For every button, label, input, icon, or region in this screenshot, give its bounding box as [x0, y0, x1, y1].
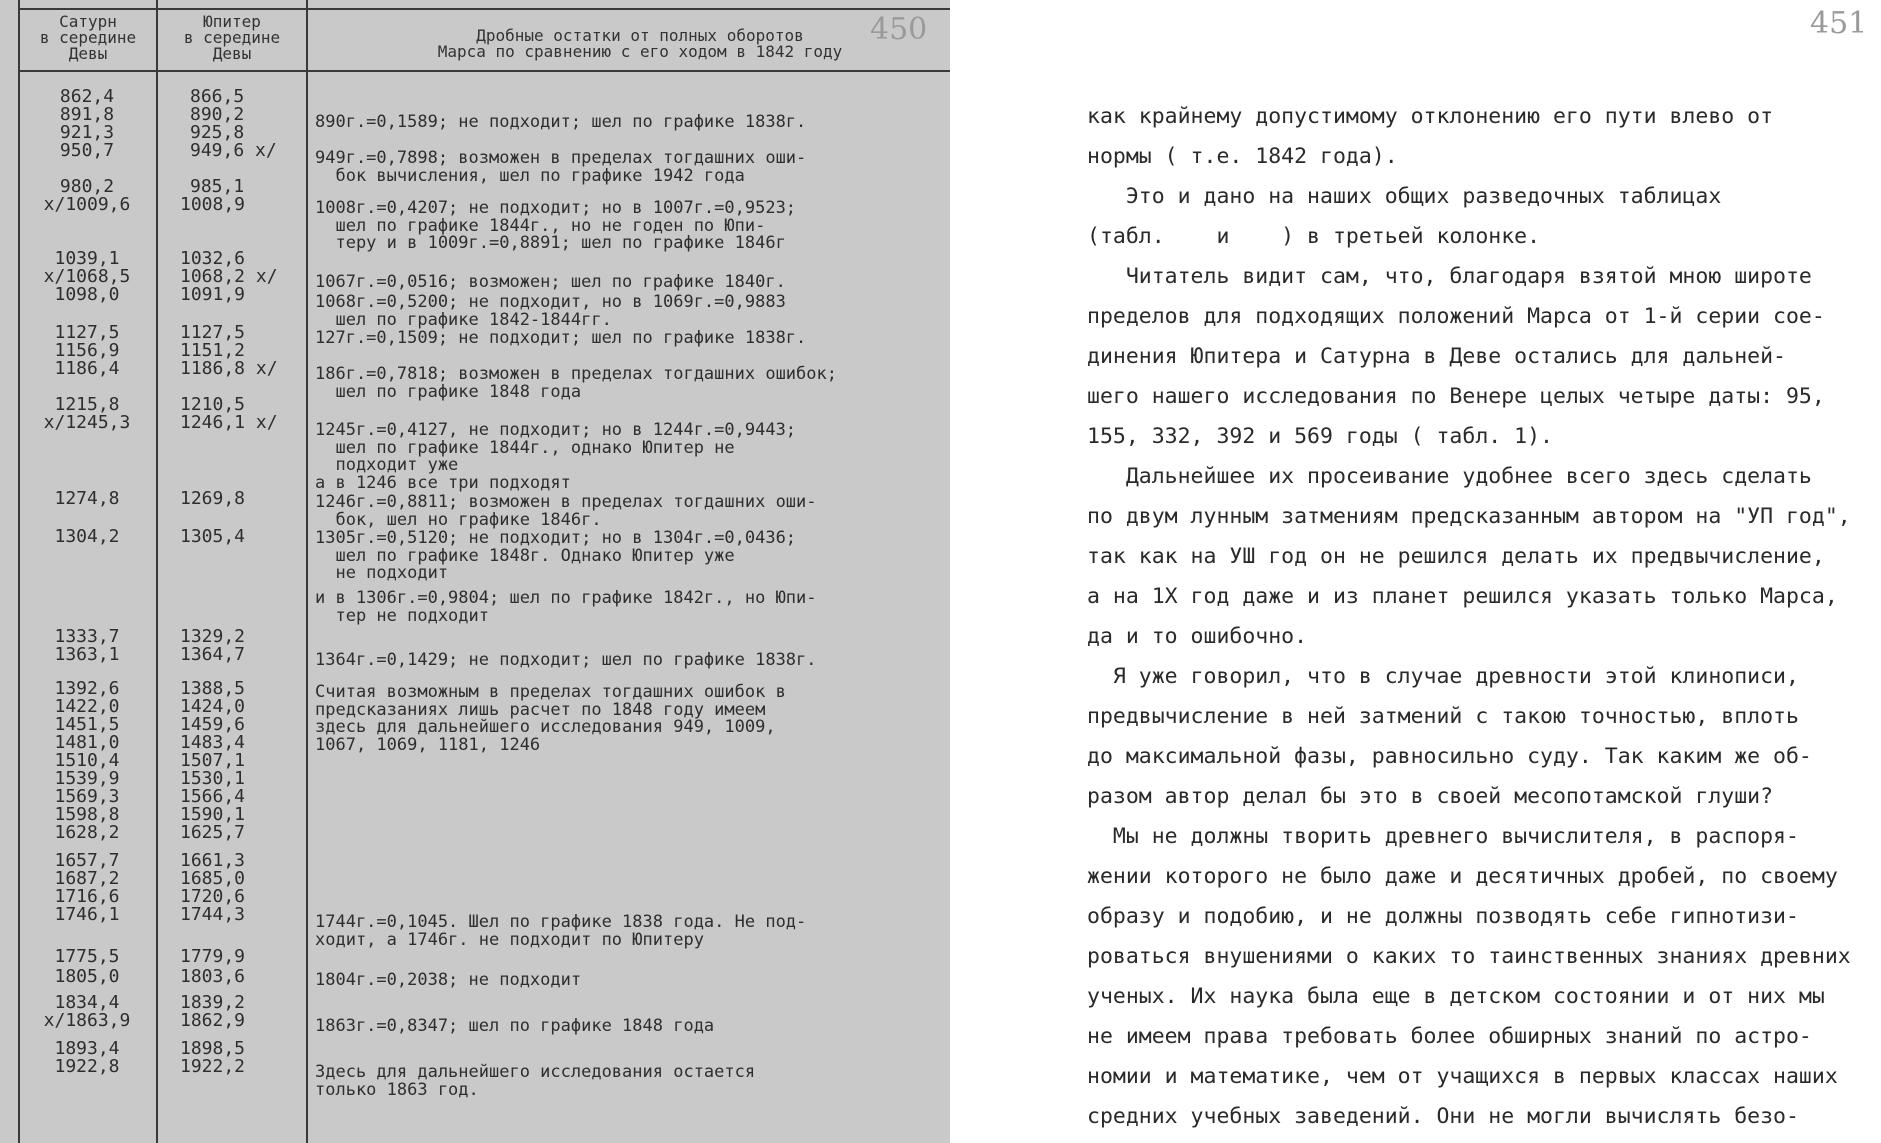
- jupiter-cell: 1744,3: [180, 904, 246, 925]
- saturn-cell: 1805,0: [54, 966, 120, 987]
- saturn-cell: 1304,2: [54, 526, 120, 547]
- mars-note: 1067г.=0,0516; возможен; шел по графике 1840г.: [315, 272, 786, 292]
- mars-note: 1008г.=0,4207; не подходит; но в 1007г.=0,9523; шел по графике 1844г., но не годен по Юпи- теру и в 1009г.=0,8891; шел по графике 1846г: [315, 198, 797, 253]
- jupiter-cell: 1364,7: [180, 644, 246, 665]
- saturn-cell: 1922,8: [54, 1056, 120, 1077]
- jupiter-cell: 1091,9: [180, 284, 246, 305]
- jupiter-cell: 1388,5: [180, 678, 246, 699]
- saturn-cell: 1775,5: [54, 946, 120, 967]
- saturn-cell: 1481,0: [54, 732, 120, 753]
- jupiter-cell: 1127,5: [180, 322, 246, 343]
- jupiter-cell: 1530,1: [180, 768, 246, 789]
- text-line: как крайнему допустимому отклонению его пути влево от: [1087, 104, 1774, 129]
- header-rule: [18, 70, 950, 72]
- column-divider-1: [156, 0, 158, 1143]
- saturn-cell: 1274,8: [54, 488, 120, 509]
- saturn-cell: 980,2: [59, 176, 115, 197]
- saturn-cell: 1039,1: [54, 248, 120, 269]
- saturn-cell: 1687,2: [54, 868, 120, 889]
- jupiter-cell: 1151,2: [180, 340, 246, 361]
- saturn-cell: 1422,0: [54, 696, 120, 717]
- saturn-cell: 950,7: [59, 140, 115, 161]
- text-line: Дальнейшее их просеивание удобнее всего здесь сделать: [1087, 464, 1812, 489]
- saturn-cell: 1510,4: [54, 750, 120, 771]
- jupiter-cell: 1590,1: [180, 804, 246, 825]
- saturn-cell: 1098,0: [54, 284, 120, 305]
- mars-note: 1863г.=0,8347; шел по графике 1848 года: [315, 1016, 715, 1036]
- text-line: так как на УШ год он не решился делать их предвычисление,: [1087, 544, 1825, 569]
- saturn-cell: 1746,1: [54, 904, 120, 925]
- table-top-rule: [18, 8, 950, 10]
- jupiter-cell: 1210,5: [180, 394, 246, 415]
- mars-note: 1804г.=0,2038; не подходит: [315, 970, 582, 990]
- jupiter-cell: 1779,9: [180, 946, 246, 967]
- header-jupiter: Юпитер в середине Девы: [183, 12, 281, 63]
- jupiter-cell: 1625,7: [180, 822, 246, 843]
- text-line: не имеем права требовать более обширных знаний по астро-: [1087, 1024, 1812, 1049]
- saturn-cell: 1392,6: [54, 678, 120, 699]
- saturn-cell: 1451,5: [54, 714, 120, 735]
- jupiter-cell: 1329,2: [180, 626, 246, 647]
- saturn-cell: x/1245,3: [43, 412, 131, 433]
- jupiter-cell: 1008,9: [180, 194, 246, 215]
- text-line: по двум лунным затмениям предсказанным автором на "УП год",: [1087, 504, 1851, 529]
- saturn-cell: 862,4: [59, 86, 115, 107]
- text-line: 155, 332, 392 и 569 годы ( табл. 1).: [1087, 424, 1553, 449]
- text-line: да и то ошибочно.: [1087, 624, 1308, 649]
- mars-note: 1744г.=0,1045. Шел по графике 1838 года. Не под- ходит, а 1746г. не подходит по Юпитеру: [315, 912, 807, 950]
- saturn-cell: 1333,7: [54, 626, 120, 647]
- text-line: пределов для подходящих положений Марса от 1-й серии сое-: [1087, 304, 1825, 329]
- jupiter-cell: 1305,4: [180, 526, 246, 547]
- text-line: Читатель видит сам, что, благодаря взятой мною широте: [1087, 264, 1812, 289]
- saturn-cell: 891,8: [59, 104, 115, 125]
- text-line: ученых. Их наука была еще в детском состоянии и от них мы: [1087, 984, 1825, 1009]
- text-line: жении которого не было даже и десятичных дробей, по своему: [1087, 864, 1838, 889]
- mars-note: 1364г.=0,1429; не подходит; шел по графике 1838г.: [315, 650, 817, 670]
- jupiter-cell: 1862,9: [180, 1010, 246, 1031]
- saturn-cell: 1834,4: [54, 992, 120, 1013]
- saturn-cell: 1539,9: [54, 768, 120, 789]
- jupiter-cell: 925,8: [190, 122, 245, 143]
- text-line: Это и дано на наших общих разведочных таблицах: [1087, 184, 1722, 209]
- saturn-cell: 1569,3: [54, 786, 120, 807]
- text-line: образу и подобию, и не должны позводять себе гипнотизи-: [1087, 904, 1799, 929]
- jupiter-cell: 1424,0: [180, 696, 246, 717]
- saturn-cell: x/1009,6: [43, 194, 131, 215]
- mars-note: 1068г.=0,5200; не подходит, но в 1069г.=0,9883 шел по графике 1842-1844гг.: [315, 292, 786, 330]
- jupiter-cell: 1186,8 x/: [180, 358, 278, 379]
- mars-note: 186г.=0,7818; возможен в пределах тогдашних ошибок; шел по графике 1848 года: [315, 364, 837, 402]
- saturn-cell: 1893,4: [54, 1038, 120, 1059]
- saturn-cell: 1657,7: [54, 850, 120, 871]
- jupiter-cell: 1803,6: [180, 966, 246, 987]
- saturn-cell: 1598,8: [54, 804, 120, 825]
- jupiter-cell: 1032,6: [180, 248, 246, 269]
- jupiter-cell: 1898,5: [180, 1038, 246, 1059]
- jupiter-cell: 890,2: [190, 104, 245, 125]
- text-line: (табл. и ) в третьей колонке.: [1087, 224, 1541, 249]
- jupiter-cell: 1661,3: [180, 850, 246, 871]
- page-number-right: 451: [1810, 6, 1868, 41]
- jupiter-cell: 1685,0: [180, 868, 246, 889]
- mars-note: 890г.=0,1589; не подходит; шел по графике 1838г.: [315, 112, 807, 132]
- text-line: роваться внушениями о каких то таинственных знаниях древних: [1087, 944, 1851, 969]
- header-saturn: Сатурн в середине Девы: [39, 12, 137, 63]
- saturn-cell: 1363,1: [54, 644, 120, 665]
- jupiter-cell: 949,6 x/: [190, 140, 277, 161]
- text-line: предвычисление в ней затмений с такою точностью, вплоть: [1087, 704, 1799, 729]
- mars-note: Здесь для дальнейшего исследования остается только 1863 год.: [315, 1062, 756, 1100]
- jupiter-cell: 1068,2 x/: [180, 266, 278, 287]
- jupiter-cell: 985,1: [190, 176, 245, 197]
- jupiter-cell: 1839,2: [180, 992, 246, 1013]
- jupiter-cell: 1246,1 x/: [180, 412, 278, 433]
- text-line: средних учебных заведений. Они не могли вычислять безо-: [1087, 1104, 1799, 1129]
- saturn-cell: x/1068,5: [43, 266, 131, 287]
- mars-note: и в 1306г.=0,9804; шел по графике 1842г., но Юпи- тер не подходит: [315, 588, 817, 626]
- jupiter-cell: 866,5: [190, 86, 245, 107]
- text-line: разом автор делал бы это в своей месопотамской глуши?: [1087, 784, 1774, 809]
- jupiter-cell: 1720,6: [180, 886, 246, 907]
- jupiter-cell: 1922,2: [180, 1056, 246, 1077]
- jupiter-cell: 1566,4: [180, 786, 246, 807]
- text-page: [950, 0, 1881, 1143]
- saturn-cell: 1716,6: [54, 886, 120, 907]
- page-number-left: 450: [870, 12, 928, 47]
- text-line: динения Юпитера и Сатурна в Деве остались для дальней-: [1087, 344, 1786, 369]
- text-line: а на 1Х год даже и из планет решился указать только Марса,: [1087, 584, 1838, 609]
- header-mars: Дробные остатки от полных оборотов Марса по сравнению с его ходом в 1842 году: [437, 26, 843, 61]
- saturn-cell: x/1863,9: [43, 1010, 131, 1031]
- jupiter-cell: 1269,8: [180, 488, 246, 509]
- text-line: до максимальной фазы, равносильно суду. Так каким же об-: [1087, 744, 1812, 769]
- mars-note: 1305г.=0,5120; не подходит; но в 1304г.=0,0436; шел по графике 1848г. Однако Юпитер уже не подходит: [315, 528, 797, 583]
- text-line: номии и математике, чем от учащихся в первых классах наших: [1087, 1064, 1838, 1089]
- saturn-cell: 921,3: [59, 122, 115, 143]
- text-line: шего нашего исследования по Венере целых четыре даты: 95,: [1087, 384, 1825, 409]
- saturn-cell: 1127,5: [54, 322, 120, 343]
- saturn-cell: 1628,2: [54, 822, 120, 843]
- saturn-cell: 1156,9: [54, 340, 120, 361]
- text-line: Мы не должны творить древнего вычислителя, в распоря-: [1087, 824, 1799, 849]
- mars-note: 1246г.=0,8811; возможен в пределах тогдашних оши- бок, шел но графике 1846г.: [315, 492, 817, 530]
- jupiter-cell: 1459,6: [180, 714, 246, 735]
- mars-note: 1245г.=0,4127, не подходит; но в 1244г.=0,9443; шел по графике 1844г., однако Юпитер не подходит уже a в 1246 все три подходят: [315, 420, 797, 493]
- mars-note: 127г.=0,1509; не подходит; шел по графике 1838г.: [315, 328, 807, 348]
- mars-note: Считая возможным в пределах тогдашних ошибок в предсказаниях лишь расчет по 1848 году имеем здесь для дальнейшего исследования 949, 1009, 1067, 1069, 1181, 1246: [315, 682, 786, 755]
- text-line: Я уже говорил, что в случае древности этой клинописи,: [1087, 664, 1799, 689]
- saturn-cell: 1215,8: [54, 394, 120, 415]
- jupiter-cell: 1507,1: [180, 750, 246, 771]
- text-line: нормы ( т.е. 1842 года).: [1087, 144, 1398, 169]
- jupiter-cell: 1483,4: [180, 732, 246, 753]
- mars-note: 949г.=0,7898; возможен в пределах тогдашних оши- бок вычисления, шел по графике 1942 года: [315, 148, 807, 186]
- saturn-cell: 1186,4: [54, 358, 120, 379]
